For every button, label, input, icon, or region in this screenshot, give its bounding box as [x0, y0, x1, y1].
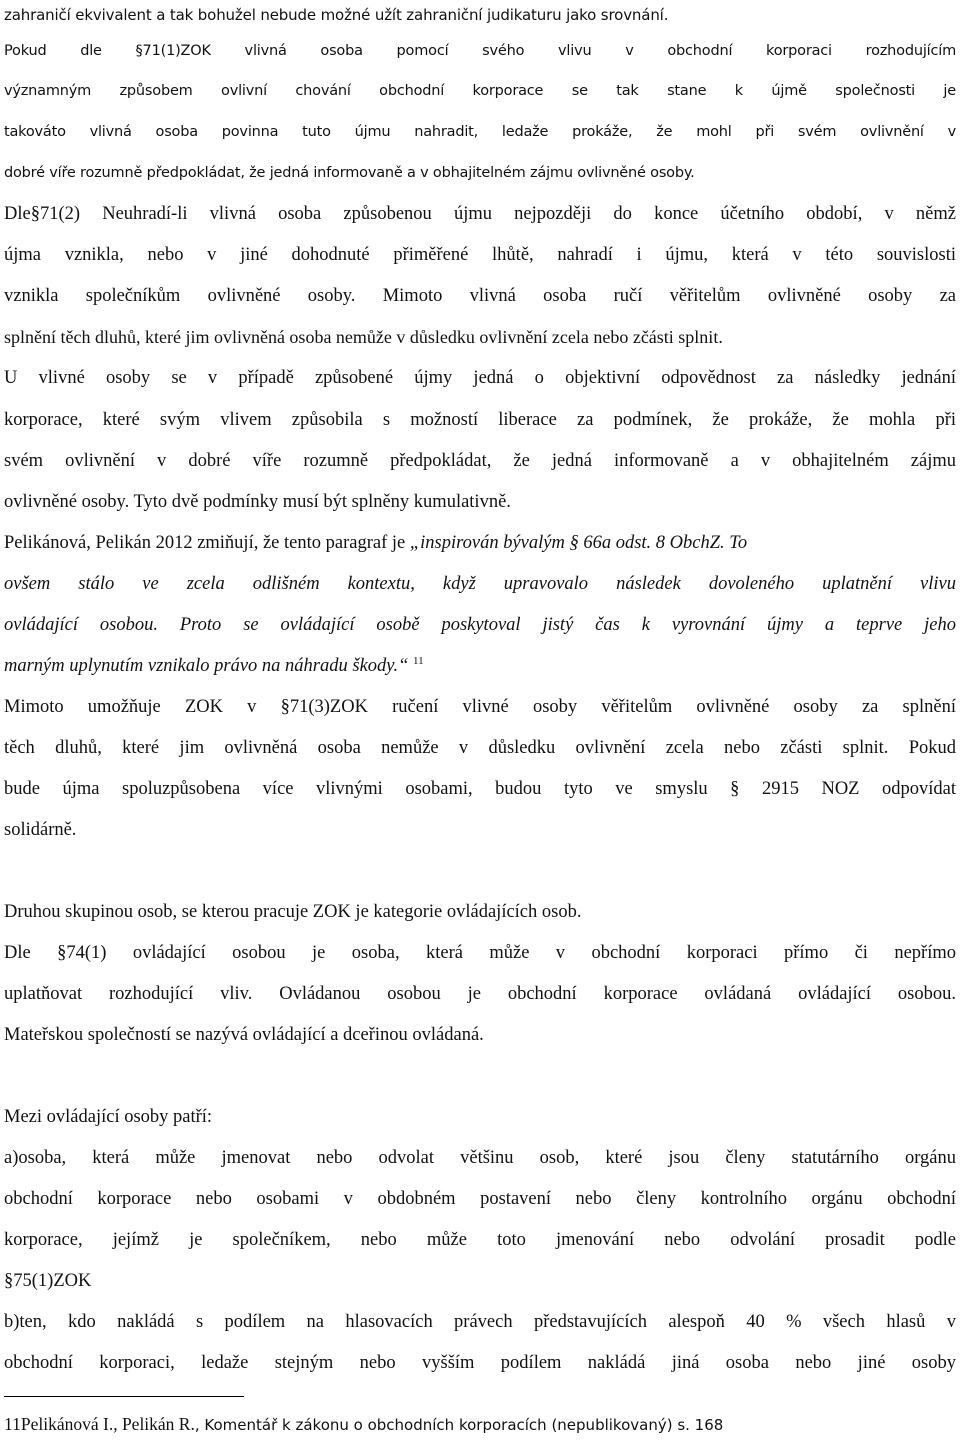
quote-line: ovládající osobou. Proto se ovládající osobě poskytoval jistý čas k vyrovnání újmy a teprve jeho [4, 615, 956, 635]
text-line: Mimoto umožňuje ZOK v §71(3)ZOK ručení vlivné osoby věřitelům ovlivněné osoby za splnění [4, 697, 956, 717]
text-line: bude újma spoluzpůsobena více vlivnými osobami, budou tyto ve smyslu § 2915 NOZ odpovídat [4, 779, 956, 799]
list-heading: Mezi ovládající osoby patří: [4, 1107, 213, 1127]
text-line: uplatňovat rozhodující vliv. Ovládanou osobou je obchodní korporace ovládaná ovládající osobou. [4, 984, 956, 1004]
text-line: ovlivněné osoby. Tyto dvě podmínky musí být splněny kumulativně. [4, 492, 511, 512]
text-line: splnění těch dluhů, které jim ovlivněná osoba nemůže v důsledku ovlivnění zcela nebo zčásti splnit. [4, 327, 723, 347]
text-line-mixed [4, 651, 956, 681]
text-line: Pokud dle §71(1)ZOK vlivná osoba pomocí svého vlivu v obchodní korporaci rozhodujícím [4, 43, 956, 59]
quote-line: ovšem stálo ve zcela odlišném kontextu, když upravovalo následek dovoleného uplatnění vlivu [4, 574, 956, 594]
text-line: dobré víře rozumně předpokládat, že jedná informovaně a v obhajitelném zájmu ovlivněné osoby. [4, 165, 695, 181]
text-line: významným způsobem ovlivní chování obchodní korporace se tak stane k újmě společnosti je [4, 83, 956, 99]
text-line: újma vznikla, nebo v jiné dohodnuté přiměřené lhůtě, nahradí i újmu, která v této souvislosti [4, 245, 956, 265]
text-line: Druhou skupinou osob, se kterou pracuje ZOK je kategorie ovládajících osob. [4, 902, 582, 922]
footnote-source: , Komentář k zákonu o obchodních korporacích (nepublikovaný) s. 168 [194, 1416, 724, 1434]
quote-line: marným uplynutím vznikalo právo na náhradu škody.“ [4, 656, 409, 676]
text-line: korporace, které svým vlivem způsobila s možností liberace za podmínek, že prokáže, že mohla při [4, 410, 956, 430]
quote-text: „inspirován bývalým § 66a odst. 8 ObchZ. To [409, 533, 748, 553]
text-line: svém ovlivnění v dobré víře rozumně předpokládat, že jedná informovaně a v obhajitelném zájmu [4, 451, 956, 471]
text-line: těch dluhů, které jim ovlivněná osoba nemůže v důsledku ovlivnění zcela nebo zčásti splnit. Pokud [4, 738, 956, 758]
list-item-line: a)osoba, která může jmenovat nebo odvolat většinu osob, které jsou členy statutárního orgánu [4, 1148, 956, 1168]
list-item-line: §75(1)ZOK [4, 1271, 92, 1291]
footnote-number: 11 [4, 1414, 21, 1434]
text-line-mixed [4, 528, 956, 558]
list-item-line: obchodní korporace nebo osobami v obdobném postavení nebo členy kontrolního orgánu obchodní [4, 1189, 956, 1209]
footnote-separator [4, 1396, 244, 1397]
citation-intro: Pelikánová, Pelikán 2012 zmiňují, že tento paragraf je [4, 533, 410, 553]
list-item-line: b)ten, kdo nakládá s podílem na hlasovacích právech představujících alespoň 40 % všech hlasů v [4, 1312, 956, 1332]
list-item-line: korporace, jejímž je společníkem, nebo může toto jmenování nebo odvolání prosadit podle [4, 1230, 956, 1250]
text-line: Dle §74(1) ovládající osobou je osoba, která může v obchodní korporaci přímo či nepřímo [4, 943, 956, 963]
text-line: solidárně. [4, 820, 77, 840]
list-item-line: obchodní korporaci, ledaže stejným nebo vyšším podílem nakládá jiná osoba nebo jiné osoby [4, 1353, 956, 1373]
text-line: Mateřskou společností se nazývá ovládající a dceřinou ovládaná. [4, 1025, 484, 1045]
text-line: Dle§71(2) Neuhradí-li vlivná osoba způsobenou újmu nejpozději do konce účetního období, v němž [4, 204, 956, 224]
footnote [4, 1412, 956, 1436]
text-line: U vlivné osoby se v případě způsobené újmy jedná o objektivní odpovědnost za následky jednání [4, 368, 956, 388]
text-line: vznikla společníkům ovlivněné osoby. Mimoto vlivná osoba ručí věřitelům ovlivněné osoby za [4, 286, 956, 306]
text-line: zahraničí ekvivalent a tak bohužel nebude možné užít zahraniční judikaturu jako srovnání. [4, 6, 669, 24]
text-line: takováto vlivná osoba povinna tuto újmu nahradit, ledaže prokáže, že mohl při svém ovlivnění v [4, 124, 956, 140]
footnote-reference: 11 [413, 655, 424, 667]
footnote-authors: Pelikánová I., Pelikán R. [20, 1414, 195, 1434]
